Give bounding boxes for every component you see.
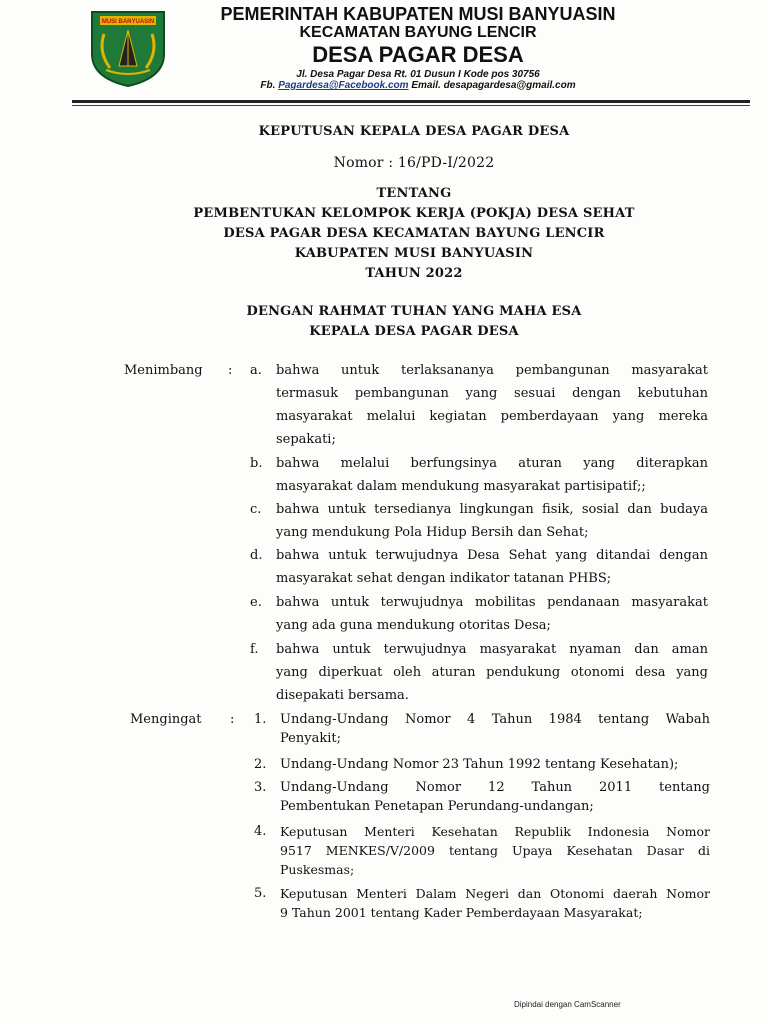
- menimbang-line: yang mendukung Pola Hidup Bersih dan Sehat;: [276, 525, 589, 540]
- letterhead-divider-thick: [72, 100, 750, 103]
- mengingat-line: Undang-Undang Nomor 23 Tahun 1992 tentang Kesehatan);: [280, 757, 679, 772]
- opening-line: DENGAN RAHMAT TUHAN YANG MAHA ESA: [246, 304, 582, 319]
- mengingat-line: 9517 MENKES/V/2009 tentang Upaya Kesehatan Dasar di: [280, 843, 710, 858]
- mengingat-line: Penyakit;: [280, 731, 341, 746]
- mengingat-line: Puskesmas;: [280, 862, 355, 877]
- menimbang-marker: e.: [250, 595, 262, 610]
- letterhead-village: DESA PAGAR DESA: [312, 42, 524, 67]
- menimbang-marker: d.: [250, 548, 263, 563]
- facebook-label: Fb.: [260, 80, 276, 91]
- menimbang-label: Menimbang: [124, 363, 203, 378]
- facebook-link[interactable]: Pagardesa@Facebook.com: [278, 80, 409, 91]
- menimbang-line: bahwa untuk terlaksananya pembangunan masyarakat: [276, 363, 708, 378]
- logo-text: MUSI BANYUASIN: [101, 19, 155, 25]
- mengingat-line: 9 Tahun 2001 tentang Kader Pemberdayaan Masyarakat;: [280, 905, 643, 920]
- menimbang-line: masyarakat dalam mendukung masyarakat partisipatif;;: [276, 479, 646, 494]
- scanner-watermark: Dipindai dengan CamScanner: [514, 1000, 621, 1009]
- menimbang-line: masyarakat melalui kegiatan pemberdayaan yang mereka: [276, 409, 708, 424]
- menimbang-line: bahwa melalui berfungsinya aturan yang diterapkan: [276, 456, 708, 471]
- menimbang-marker: b.: [250, 456, 263, 471]
- mengingat-marker: 2.: [254, 757, 267, 772]
- letterhead-district: KECAMATAN BAYUNG LENCIR: [299, 24, 537, 41]
- menimbang-line: bahwa untuk terwujudnya mobilitas pendanaan masyarakat: [276, 595, 708, 610]
- decree-subject-line: PEMBENTUKAN KELOMPOK KERJA (POKJA) DESA SEHAT: [193, 206, 635, 221]
- menimbang-marker: a.: [250, 363, 262, 378]
- menimbang-colon: :: [228, 363, 233, 378]
- mengingat-marker: 4.: [254, 824, 267, 839]
- menimbang-marker: c.: [250, 502, 262, 517]
- tentang-label: TENTANG: [376, 186, 452, 201]
- mengingat-line: Keputusan Menteri Dalam Negeri dan Otonomi daerah Nomor: [280, 886, 710, 901]
- opening-line: KEPALA DESA PAGAR DESA: [309, 324, 519, 339]
- menimbang-line: bahwa untuk terwujudnya Desa Sehat yang ditandai dengan: [276, 548, 708, 563]
- mengingat-marker: 1.: [254, 712, 267, 727]
- menimbang-line: yang ada guna mendukung otoritas Desa;: [276, 618, 551, 633]
- menimbang-line: masyarakat sehat dengan indikator tatanan PHBS;: [276, 571, 612, 586]
- letterhead-address: Jl. Desa Pagar Desa Rt. 01 Dusun I Kode pos 30756: [296, 69, 540, 80]
- letterhead-divider-thin: [72, 105, 750, 106]
- mengingat-line: Undang-Undang Nomor 4 Tahun 1984 tentang Wabah: [280, 712, 710, 727]
- decree-subject-line: KABUPATEN MUSI BANYUASIN: [294, 246, 534, 261]
- menimbang-line: bahwa untuk tersedianya lingkungan fisik, sosial dan budaya: [276, 502, 708, 517]
- decree-number: Nomor : 16/PD-I/2022: [333, 155, 495, 171]
- decree-subject-line: DESA PAGAR DESA KECAMATAN BAYUNG LENCIR: [223, 226, 605, 241]
- menimbang-marker: f.: [250, 642, 259, 657]
- mengingat-line: Keputusan Menteri Kesehatan Republik Indonesia Nomor: [280, 824, 710, 839]
- menimbang-line: termasuk pembangunan yang sesuai dengan kebutuhan: [276, 386, 708, 401]
- mengingat-label: Mengingat: [130, 712, 202, 727]
- mengingat-colon: :: [230, 712, 235, 727]
- menimbang-line: disepakati bersama.: [276, 688, 409, 703]
- mengingat-marker: 3.: [254, 780, 267, 795]
- email-text: Email. desapagardesa@gmail.com: [411, 80, 576, 91]
- mengingat-marker: 5.: [254, 886, 267, 901]
- decree-heading: KEPUTUSAN KEPALA DESA PAGAR DESA: [258, 124, 570, 139]
- menimbang-line: sepakati;: [276, 432, 336, 447]
- mengingat-line: Undang-Undang Nomor 12 Tahun 2011 tentang: [280, 780, 710, 795]
- decree-subject-line: TAHUN 2022: [365, 266, 463, 281]
- letterhead-contact: [178, 80, 658, 91]
- mengingat-line: Pembentukan Penetapan Perundang-undangan;: [280, 799, 594, 814]
- regency-logo: [86, 8, 170, 88]
- menimbang-line: yang diperkuat oleh aturan pendukung otonomi desa yang: [276, 665, 708, 680]
- menimbang-line: bahwa untuk terwujudnya masyarakat nyaman dan aman: [276, 642, 708, 657]
- letterhead-government: PEMERINTAH KABUPATEN MUSI BANYUASIN: [220, 4, 616, 24]
